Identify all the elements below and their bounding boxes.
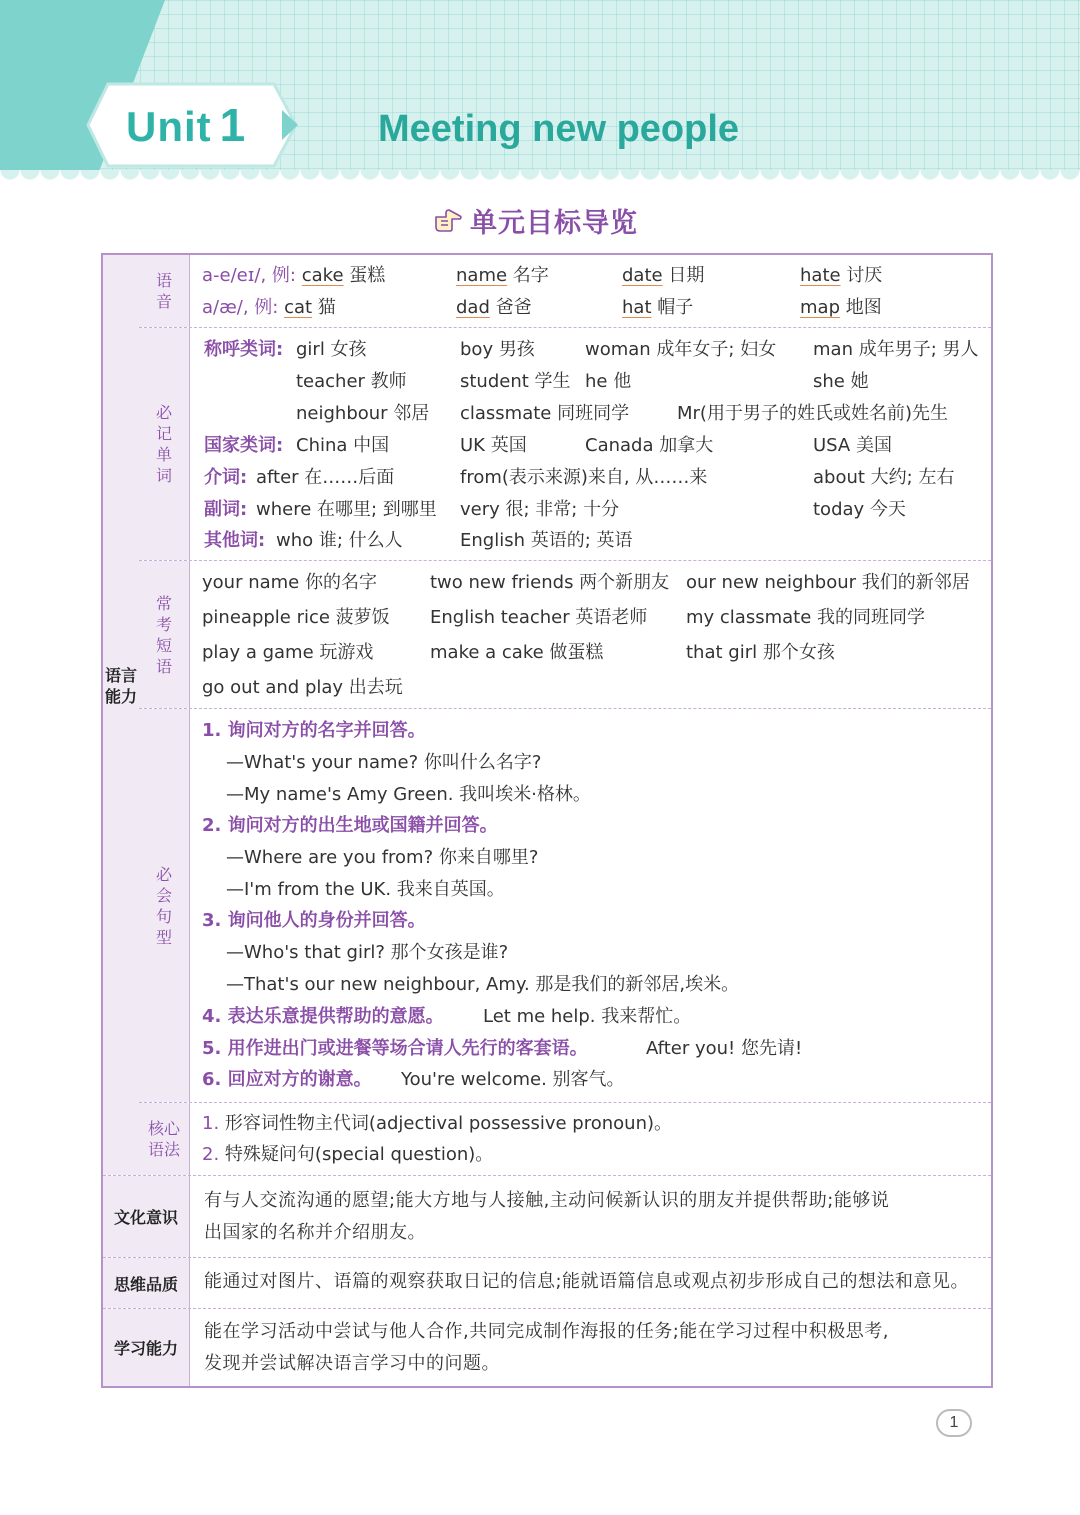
grammar-item-2: 2. 特殊疑问句(special question)。 xyxy=(202,1144,494,1165)
sentence-heading: 6. 回应对方的谢意。 xyxy=(202,1069,372,1090)
category-learning: 学习能力 xyxy=(103,1309,190,1386)
subcat-phrases: 常考短语 xyxy=(139,561,190,708)
vocab-word: about 大约; 左右 xyxy=(813,467,955,488)
vocab-word: very 很; 非常; 十分 xyxy=(460,499,620,520)
sentence-heading: 2. 询问对方的出生地或国籍并回答。 xyxy=(202,815,498,836)
vocab-word: girl 女孩 xyxy=(296,339,367,360)
phonics-word: date 日期 xyxy=(622,265,705,286)
sentence-heading: 1. 询问对方的名字并回答。 xyxy=(202,720,426,741)
vocab-word: student 学生 xyxy=(460,371,571,392)
subcat-vocab: 必记单词 xyxy=(139,328,190,560)
vocab-word: he 他 xyxy=(585,371,632,392)
sentence-heading: 3. 询问他人的身份并回答。 xyxy=(202,910,426,931)
vocab-country-label: 国家类词: xyxy=(204,435,284,456)
vocab-adv-label: 副词: xyxy=(204,499,248,520)
grammar-item-1: 1. 形容词性物主代词(adjectival possessive pronoun)。 xyxy=(202,1113,673,1134)
sentence-line: You're welcome. 别客气。 xyxy=(401,1069,625,1090)
vocab-word: where 在哪里; 到哪里 xyxy=(256,499,437,520)
vocab-word: from(表示来源)来自, 从……来 xyxy=(460,467,708,488)
vocab-word: neighbour 邻居 xyxy=(296,403,430,424)
phonics-row-1-example: a-e/eɪ/, 例: cake 蛋糕 xyxy=(202,265,386,286)
subcat-grammar: 核心语法 xyxy=(139,1103,190,1175)
sentence-line: —Where are you from? 你来自哪里? xyxy=(226,847,539,868)
row-divider xyxy=(103,1175,991,1176)
section-title xyxy=(432,200,638,240)
sentence-heading: 5. 用作进出门或进餐等场合请人先行的客套语。 xyxy=(202,1038,588,1059)
phrase-item: your name 你的名字 xyxy=(202,572,377,593)
vocab-word: man 成年男子; 男人 xyxy=(813,339,979,360)
phonics-word: hat 帽子 xyxy=(622,297,694,318)
phrase-item: two new friends 两个新朋友 xyxy=(430,572,670,593)
unit-tab xyxy=(86,82,298,168)
vocab-word: woman 成年女子; 妇女 xyxy=(585,339,777,360)
vocab-word: she 她 xyxy=(813,371,869,392)
vocab-word: English 英语的; 英语 xyxy=(460,530,633,551)
vocab-word: UK 英国 xyxy=(460,435,527,456)
row-divider xyxy=(103,1257,991,1258)
vocab-prep-label: 介词: xyxy=(204,467,248,488)
row-divider xyxy=(139,327,991,328)
sentence-line: —My name's Amy Green. 我叫埃米·格林。 xyxy=(226,784,591,805)
category-culture: 文化意识 xyxy=(103,1176,190,1257)
phrase-item: play a game 玩游戏 xyxy=(202,642,374,663)
vocab-word: teacher 教师 xyxy=(296,371,407,392)
row-divider xyxy=(139,1102,991,1103)
subcat-sentences: 必会句型 xyxy=(139,709,190,1102)
page-number: 1 xyxy=(936,1409,972,1437)
subcat-phonics: 语音 xyxy=(139,255,190,327)
culture-text: 有与人交流沟通的愿望;能大方地与人接触,主动问候新认识的朋友并提供帮助;能够说 出国家的名称并介绍朋友。 xyxy=(204,1190,890,1243)
category-language-ability: 语言能力 xyxy=(104,666,137,706)
sentence-line: After you! 您先请! xyxy=(646,1038,803,1059)
sentence-line: —I'm from the UK. 我来自英国。 xyxy=(226,879,505,900)
section-title-text: 单元目标导览 xyxy=(470,207,638,239)
vocab-word: Canada 加拿大 xyxy=(585,435,714,456)
vocab-word: China 中国 xyxy=(296,435,390,456)
phrase-item: go out and play 出去玩 xyxy=(202,677,403,698)
vocab-other-label: 其他词: xyxy=(204,530,266,551)
phonics-word: dad 爸爸 xyxy=(456,297,532,318)
row-divider xyxy=(139,560,991,561)
phonics-row-2-example: a/æ/, 例: cat 猫 xyxy=(202,297,336,318)
phrase-item: our new neighbour 我们的新邻居 xyxy=(686,572,970,593)
sentence-line: Let me help. 我来帮忙。 xyxy=(483,1006,692,1027)
sentence-heading: 4. 表达乐意提供帮助的意愿。 xyxy=(202,1006,444,1027)
category-column xyxy=(103,255,140,1175)
category-thinking: 思维品质 xyxy=(103,1258,190,1308)
thinking-text: 能通过对图片、语篇的观察获取日记的信息;能就语篇信息或观点初步形成自己的想法和意见。 xyxy=(204,1271,970,1292)
goals-table xyxy=(101,253,993,1388)
sentence-line: —What's your name? 你叫什么名字? xyxy=(226,752,542,773)
phonics-word: map 地图 xyxy=(800,297,882,318)
vocab-word: boy 男孩 xyxy=(460,339,535,360)
pointing-hand-icon xyxy=(432,207,464,233)
learning-text: 能在学习活动中尝试与他人合作,共同完成制作海报的任务;能在学习过程中积极思考, 发现并尝试解决语言学习中的问题。 xyxy=(204,1321,890,1374)
phonics-word: hate 讨厌 xyxy=(800,265,883,286)
unit-title: Meeting new people xyxy=(378,108,740,150)
row-divider xyxy=(103,1308,991,1309)
vocab-word: classmate 同班同学 xyxy=(460,403,630,424)
row-divider xyxy=(139,708,991,709)
phrase-item: my classmate 我的同班同学 xyxy=(686,607,926,628)
sentence-line: —Who's that girl? 那个女孩是谁? xyxy=(226,942,509,963)
phrase-item: English teacher 英语老师 xyxy=(430,607,648,628)
phrase-item: make a cake 做蛋糕 xyxy=(430,642,604,663)
vocab-word: Mr(用于男子的姓氏或姓名前)先生 xyxy=(677,403,948,424)
phrase-item: that girl 那个女孩 xyxy=(686,642,835,663)
unit-number: 1 xyxy=(219,99,247,151)
vocab-word: after 在……后面 xyxy=(256,467,395,488)
sentence-line: —That's our new neighbour, Amy. 那是我们的新邻居,埃米。 xyxy=(226,974,740,995)
phonics-word: name 名字 xyxy=(456,265,549,286)
vocab-address-label: 称呼类词: xyxy=(204,339,284,360)
unit-label: Unit 1 xyxy=(126,99,247,151)
header-wave-edge xyxy=(0,170,1080,182)
phrase-item: pineapple rice 菠萝饭 xyxy=(202,607,390,628)
vocab-word: today 今天 xyxy=(813,499,906,520)
vocab-word: USA 美国 xyxy=(813,435,892,456)
vocab-word: who 谁; 什么人 xyxy=(276,530,403,551)
